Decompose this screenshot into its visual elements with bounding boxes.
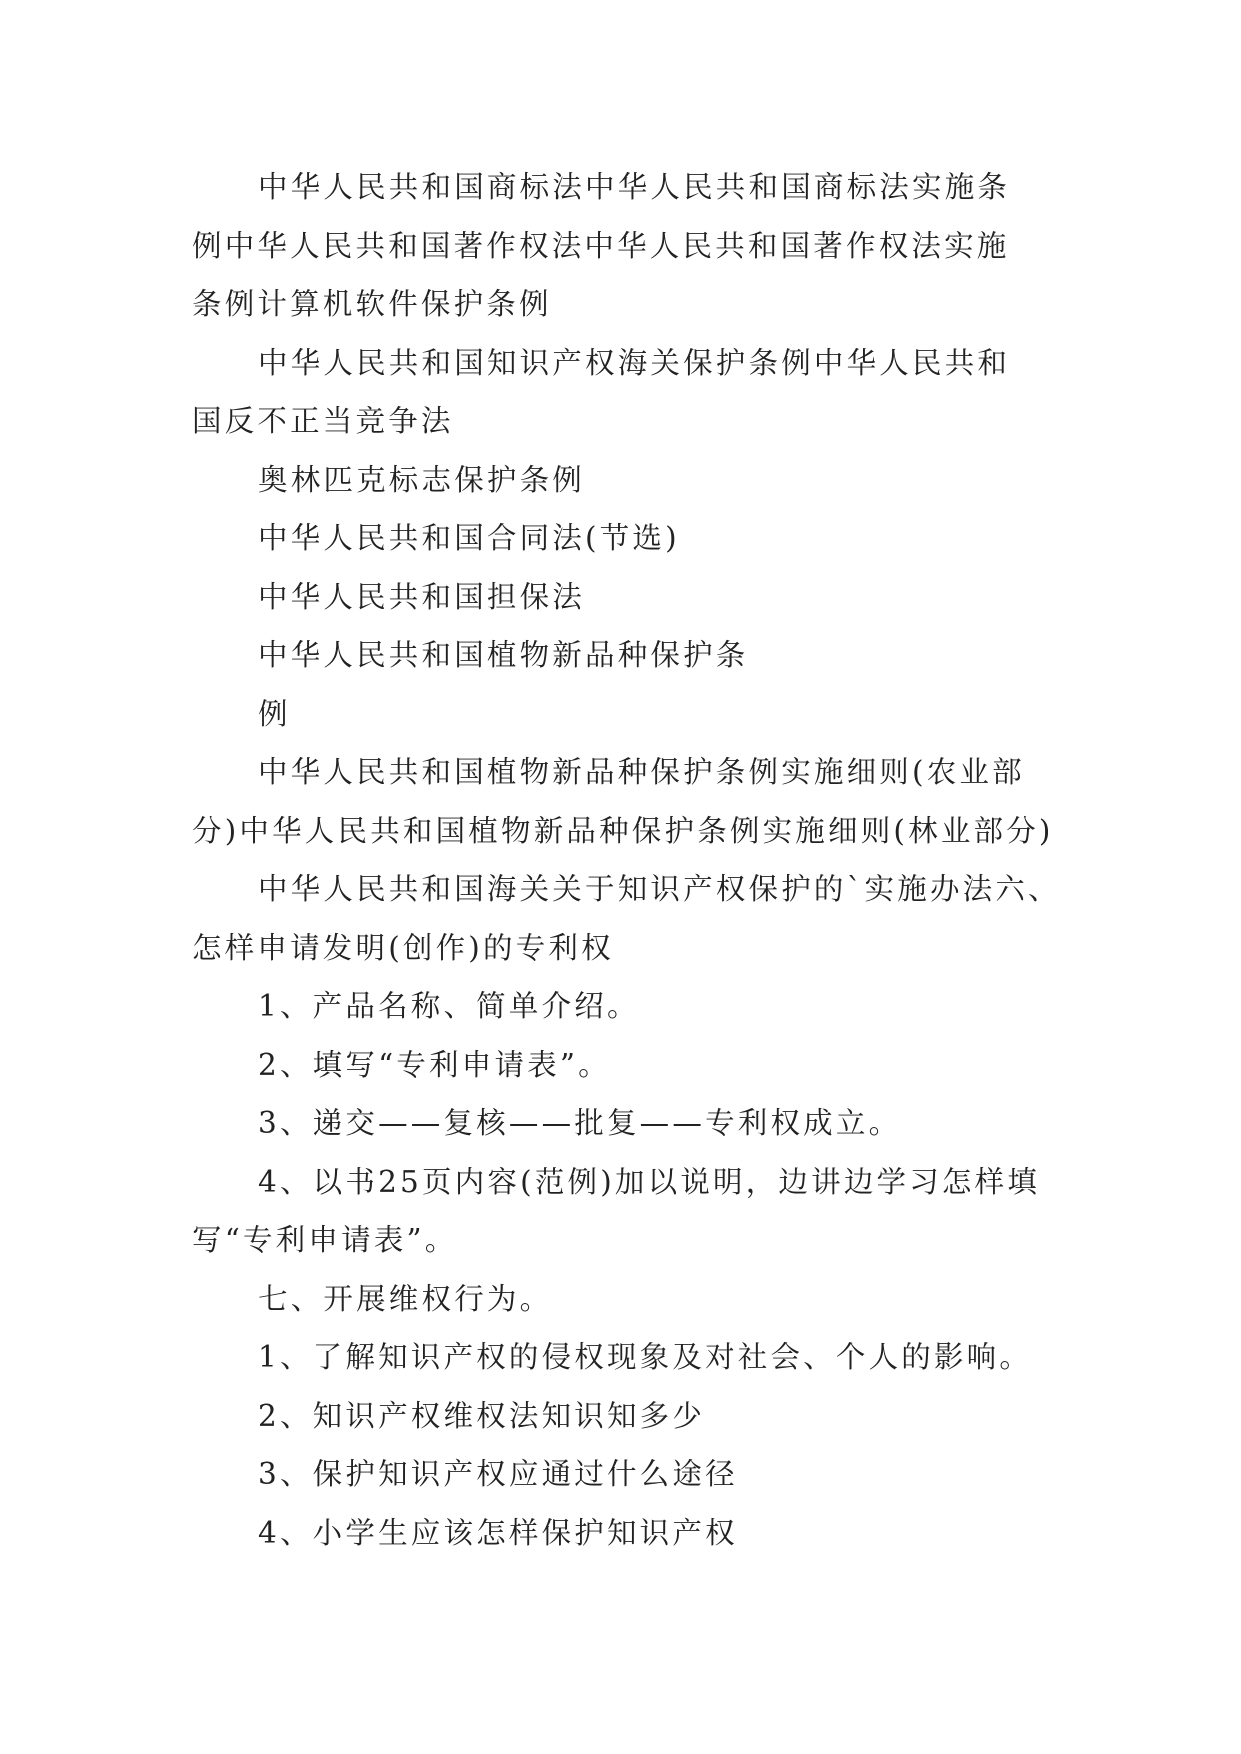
text-line: 国反不正当竞争法 bbox=[192, 404, 454, 438]
text-line: 3、递交——复核——批复——专利权成立。 bbox=[258, 1106, 902, 1140]
text-line: 奥林匹克标志保护条例 bbox=[258, 462, 586, 497]
text-line: 怎样申请发明(创作)的专利权 bbox=[192, 930, 614, 965]
paragraph bbox=[192, 626, 1052, 685]
text-line: 中华人民共和国合同法(节选) bbox=[258, 521, 680, 555]
paragraph bbox=[192, 1094, 1052, 1153]
document-body bbox=[192, 158, 1061, 1562]
paragraph bbox=[192, 1036, 1052, 1095]
paragraph bbox=[192, 158, 1052, 334]
text-line: 中华人民共和国担保法 bbox=[258, 579, 586, 614]
paragraph bbox=[192, 334, 1052, 451]
text-line: 中华人民共和国海关关于知识产权保护的`实施办法六、 bbox=[258, 872, 1061, 906]
paragraph bbox=[192, 977, 1052, 1036]
text-line: 4、小学生应该怎样保护知识产权 bbox=[258, 1515, 738, 1550]
text-line: 例中华人民共和国著作权法中华人民共和国著作权法实施 bbox=[192, 228, 1010, 263]
paragraph bbox=[192, 743, 1052, 860]
text-line: 分)中华人民共和国植物新品种保护条例实施细则(林业部分) bbox=[192, 813, 1054, 848]
text-line: 4、以书25页内容(范例)加以说明，边讲边学习怎样填 bbox=[258, 1164, 1041, 1199]
paragraph bbox=[192, 1387, 1052, 1446]
text-line: 1、了解知识产权的侵权现象及对社会、个人的影响。 bbox=[258, 1340, 1033, 1374]
text-line: 2、填写“专利申请表”。 bbox=[258, 1047, 611, 1082]
paragraph bbox=[192, 685, 1052, 744]
text-line: 例 bbox=[258, 696, 291, 731]
text-line: 1、产品名称、简单介绍。 bbox=[258, 989, 640, 1023]
paragraph bbox=[192, 1504, 1052, 1563]
text-line: 中华人民共和国植物新品种保护条 bbox=[258, 638, 749, 672]
text-line: 3、保护知识产权应通过什么途径 bbox=[258, 1457, 738, 1491]
text-line: 中华人民共和国植物新品种保护条例实施细则(农业部 bbox=[258, 755, 1025, 789]
paragraph bbox=[192, 451, 1052, 510]
paragraph bbox=[192, 1153, 1052, 1270]
paragraph bbox=[192, 568, 1052, 627]
paragraph bbox=[192, 860, 1061, 977]
paragraph bbox=[192, 509, 1052, 568]
text-line: 中华人民共和国商标法中华人民共和国商标法实施条 bbox=[258, 170, 1011, 204]
text-line: 七、开展维权行为。 bbox=[258, 1281, 553, 1316]
text-line: 2、知识产权维权法知识知多少 bbox=[258, 1398, 706, 1433]
paragraph bbox=[192, 1328, 1052, 1387]
paragraph bbox=[192, 1270, 1052, 1329]
text-line: 中华人民共和国知识产权海关保护条例中华人民共和 bbox=[258, 345, 1011, 380]
text-line: 条例计算机软件保护条例 bbox=[192, 287, 552, 321]
text-line: 写“专利申请表”。 bbox=[192, 1223, 458, 1257]
paragraph bbox=[192, 1445, 1052, 1504]
